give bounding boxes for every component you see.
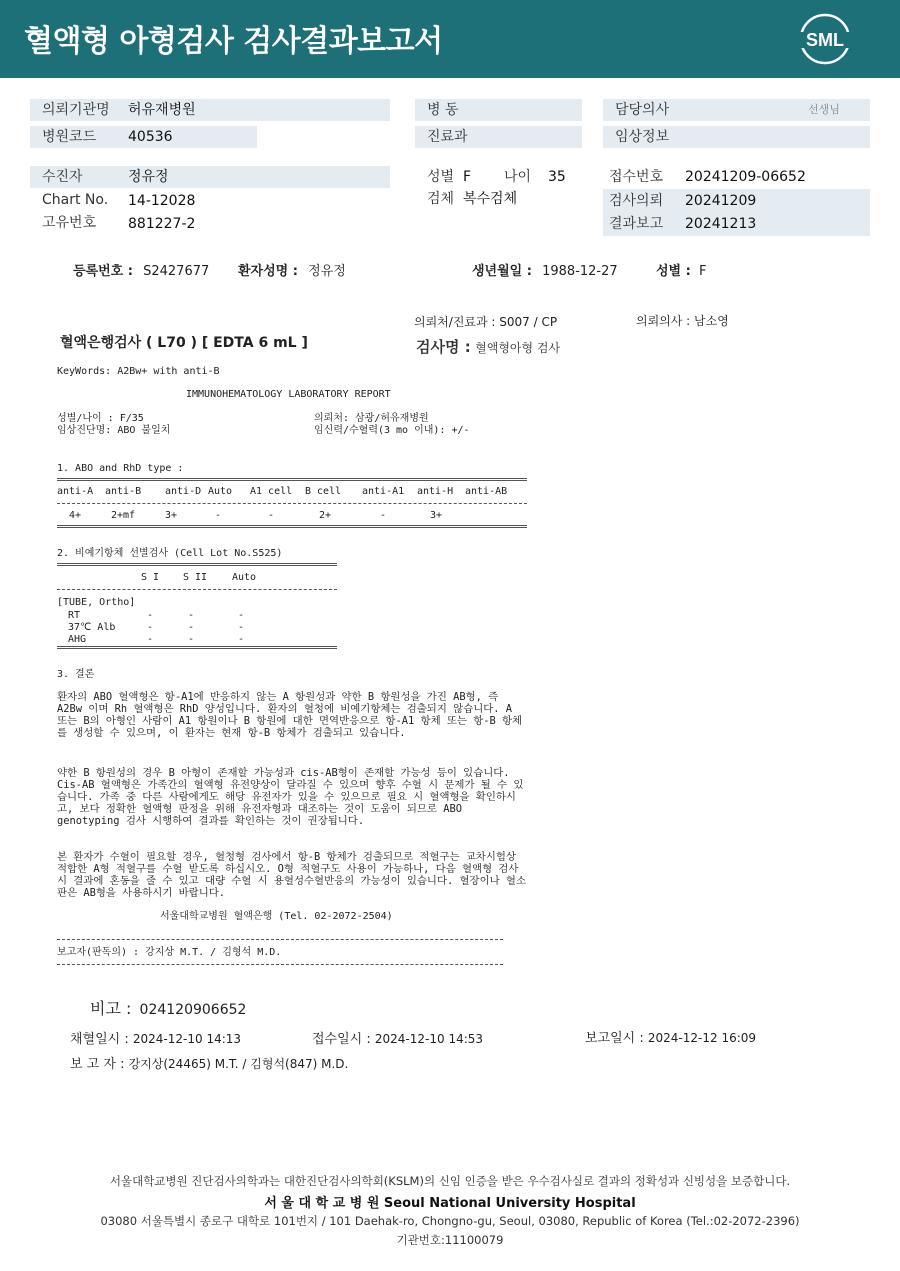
dob-label: 생년월일 : [472, 264, 532, 279]
reporter-footer-line [70, 1053, 348, 1072]
report-time-value: 2024-12-12 16:09 [647, 1031, 757, 1045]
accept-value: 2024-12-10 14:53 [374, 1032, 484, 1046]
specimen-label: 검체 [427, 191, 455, 207]
abo-header-cell: anti-D [165, 486, 202, 497]
name-value: 정유정 [308, 264, 346, 279]
divider [57, 939, 503, 940]
collect-label: 채혈일시 : [70, 1032, 129, 1047]
abo-value-cell: - [380, 510, 387, 521]
requester-dept: 의뢰처/진료과 : S007 / CP [414, 315, 558, 329]
abo-header-cell: anti-A1 [362, 486, 405, 497]
institution-field [30, 99, 390, 121]
screen-row-value: - [147, 622, 154, 633]
patient-name-line [238, 260, 346, 279]
collect-value: 2024-12-10 14:13 [132, 1032, 242, 1046]
requester: 의뢰처: 삼광/허유재병원 [314, 413, 429, 424]
dob-value: 1988-12-27 [542, 264, 618, 279]
report-value: 20241213 [685, 216, 757, 232]
conclusion-paragraph-2: 약한 B 항원성의 경우 B 아형이 존재할 가능성과 cis-AB형이 존재할 가능성 등이 있습니다. Cis-AB 혈액형은 가족간의 혈액형 유전양상이 달라질 수 있으며 향후 수혈 시 문제가 될 수 있습니다. 가족 중 다른 사람에게도 해당 유전자가 있을 수 있으므로 필요 시 혈액형을 확인하시고, 보다 정확한 혈액형 판정을 위해 유전자형과 대조하는 것이 도움이 되므로 ABO genotyping 검사 시행하여 결과를 확인하는 것이 권장됩니다. [57, 767, 524, 827]
hospital-code-label: 병원코드 [42, 129, 97, 145]
hospital-name: 서 울 대 학 교 병 원 Seoul National University Hospital [264, 1196, 636, 1211]
clinical-label: 임상정보 [615, 129, 670, 145]
screen-header-cell: S I [141, 572, 160, 583]
ward-field [415, 99, 582, 121]
abo-header-cell: anti-A [57, 486, 94, 497]
hospital-address: 03080 서울특별시 종로구 대학로 101번지 / 101 Daehak-ro, Chongno-gu, Seoul, 03080, Republic of Korea (Tel.:02-2072-2396) [100, 1214, 800, 1228]
accept-label: 접수일시 : [312, 1032, 371, 1047]
sml-logo [796, 12, 854, 66]
registration-line [73, 260, 209, 279]
test-name-label: 검사명 : [416, 338, 471, 356]
screen-method: [TUBE, Ortho] [57, 597, 136, 608]
reg-label: 등록번호 : [73, 264, 133, 279]
abo-header-cell: Auto [208, 486, 233, 497]
reporter-footer-label: 보 고 자 : [70, 1057, 125, 1072]
institution-value: 허유재병원 [128, 102, 196, 118]
abo-header-cell: anti-AB [465, 486, 508, 497]
lab-title: IMMUNOHEMATOLOGY LABORATORY REPORT [186, 389, 391, 400]
remark-line [90, 996, 246, 1019]
certification-text: 서울대학교병원 진단검사의학과는 대한진단검사의학회(KSLM)의 신임 인증을 받은 우수검사실로 결과의 정확성과 신빙성을 보증합니다. [109, 1174, 791, 1188]
screen-row-value: - [188, 610, 195, 621]
sex-value: F [463, 169, 472, 185]
pregnancy: 임신력/수혈력(3 mo 이내): +/- [314, 425, 470, 436]
report-time-line [585, 1027, 756, 1046]
receipt-value: 20241209-06652 [685, 169, 806, 185]
requester-doctor: 의뢰의사 : 남소영 [636, 314, 729, 328]
remark-value: 024120906652 [139, 1002, 247, 1018]
screen-row-value: - [188, 634, 195, 645]
sex-age: 성별/나이 : F/35 [57, 413, 144, 424]
dept-field [415, 126, 582, 148]
abo-value-cell: 2+mf [111, 510, 136, 521]
unique-label: 고유번호 [42, 215, 97, 231]
sex-label: 성별 [427, 169, 455, 185]
accept-line [312, 1028, 483, 1047]
patient-value: 정유정 [128, 169, 169, 185]
age-label: 나이 [504, 169, 532, 185]
institution-number: 기관번호:11100079 [396, 1233, 504, 1247]
clinical-field [603, 126, 870, 148]
dob-line [472, 260, 618, 279]
chart-value: 14-12028 [128, 193, 196, 209]
request-value: 20241209 [685, 193, 757, 209]
reg-sex-line [656, 260, 706, 279]
test-code: 혈액은행검사 ( L70 ) [ EDTA 6 mL ] [60, 335, 308, 351]
header-bar [0, 0, 900, 78]
screen-row-label: RT [68, 610, 81, 621]
abo-header-cell: B cell [305, 486, 342, 497]
screen-header-cell: S II [183, 572, 208, 583]
section1-title: 1. ABO and RhD type : [57, 463, 184, 474]
screen-row-value: - [238, 634, 245, 645]
abo-header-cell: anti-B [105, 486, 142, 497]
dept-label: 진료과 [427, 129, 468, 145]
section2-title: 2. 비예기항체 선별검사 (Cell Lot No.S525) [57, 548, 283, 559]
blood-bank-line: 서울대학교병원 혈액은행 (Tel. 02-2072-2504) [160, 911, 393, 922]
diagnosis: 임상진단명: ABO 불일치 [57, 425, 171, 436]
conclusion-paragraph-1: 환자의 ABO 혈액형은 항-A1에 반응하지 않는 A 항원성과 약한 B 항원성을 가진 AB형, 즉 A2Bw 이며 Rh 혈액형은 RhD 양성입니다. 환자의 혈청에 비예기항체는 검출되지 않습니다. A 또는 B의 아형인 사람이 A1 항원이나 B 항원에 대한 면역반응으로 항-A1 항체 또는 항-B 항체를 생성할 수 있으며, 이 환자는 현재 항-B 항체가 검출되고 있습니다. [57, 691, 523, 739]
receipt-label: 접수번호 [609, 169, 664, 185]
screen-row-value: - [238, 622, 245, 633]
name-label: 환자성명 : [238, 264, 298, 279]
abo-value-cell: - [268, 510, 275, 521]
screen-row-value: - [238, 610, 245, 621]
collect-line [70, 1028, 241, 1047]
abo-header-cell: A1 cell [250, 486, 293, 497]
abo-value-cell: 3+ [430, 510, 443, 521]
logo-text: SML [806, 30, 844, 50]
screen-row-value: - [147, 634, 154, 645]
hospital-code-value: 40536 [128, 129, 173, 145]
screen-row-value: - [147, 610, 154, 621]
abo-value-cell: 4+ [69, 510, 82, 521]
reg-sex-label: 성별 : [656, 264, 691, 279]
doctor-suffix: 선생님 [808, 103, 840, 116]
report-time-label: 보고일시 : [585, 1031, 644, 1046]
divider [57, 589, 337, 590]
reporter-footer-value: 강지상(24465) M.T. / 김형석(847) M.D. [128, 1057, 349, 1071]
divider [57, 478, 527, 481]
test-name: 혈액형아형 검사 [475, 341, 561, 355]
doctor-field [603, 99, 870, 121]
reg-value: S2427677 [143, 264, 210, 279]
patient-label: 수진자 [42, 169, 83, 185]
divider [57, 964, 503, 965]
reg-sex-value: F [698, 264, 707, 279]
page-title: 혈액형 아형검사 검사결과보고서 [24, 24, 443, 59]
divider [57, 646, 337, 649]
divider [57, 503, 527, 504]
chart-label: Chart No. [42, 192, 109, 208]
abo-value-cell: - [215, 510, 222, 521]
abo-value-cell: 3+ [165, 510, 178, 521]
ward-label: 병 동 [427, 102, 459, 118]
test-name-line [416, 336, 560, 357]
section3-title: 3. 결론 [57, 669, 95, 680]
screen-row-label: 37℃ Alb [68, 622, 116, 633]
unique-value: 881227-2 [128, 216, 196, 232]
screen-row-label: AHG [68, 634, 87, 645]
divider [57, 525, 527, 528]
screen-header-cell: Auto [232, 572, 257, 583]
age-value: 35 [548, 169, 566, 185]
request-label: 검사의뢰 [609, 193, 664, 209]
doctor-label: 담당의사 [615, 102, 670, 118]
conclusion-paragraph-3: 본 환자가 수혈이 필요할 경우, 혈청형 검사에서 항-B 항체가 검출되므로 적혈구는 교차시험상 적합한 A형 적혈구를 수혈 받도록 하십시오. O형 적혈구도 사용이 가능하나, 다음 혈액형 검사 시 결과에 혼동을 줄 수 있고 대량 수혈 시 용혈성수혈반응의 가능성이 있습니다. 혈장이나 혈소판은 AB형을 사용하시기 바랍니다. [57, 851, 526, 899]
abo-header-cell: anti-H [417, 486, 454, 497]
abo-value-cell: 2+ [319, 510, 332, 521]
remark-label: 비고 : [90, 999, 132, 1018]
request-report-field [603, 189, 870, 236]
institution-label: 의뢰기관명 [42, 102, 110, 118]
specimen-value: 복수검체 [463, 191, 518, 207]
report-label: 결과보고 [609, 216, 664, 232]
hospital-code-field [30, 126, 257, 148]
keywords: KeyWords: A2Bw+ with anti-B [57, 366, 220, 377]
screen-row-value: - [188, 622, 195, 633]
reporter-line: 보고자(판독의) : 강지상 M.T. / 김형석 M.D. [57, 947, 282, 958]
patient-field [30, 166, 390, 188]
divider [57, 563, 337, 566]
